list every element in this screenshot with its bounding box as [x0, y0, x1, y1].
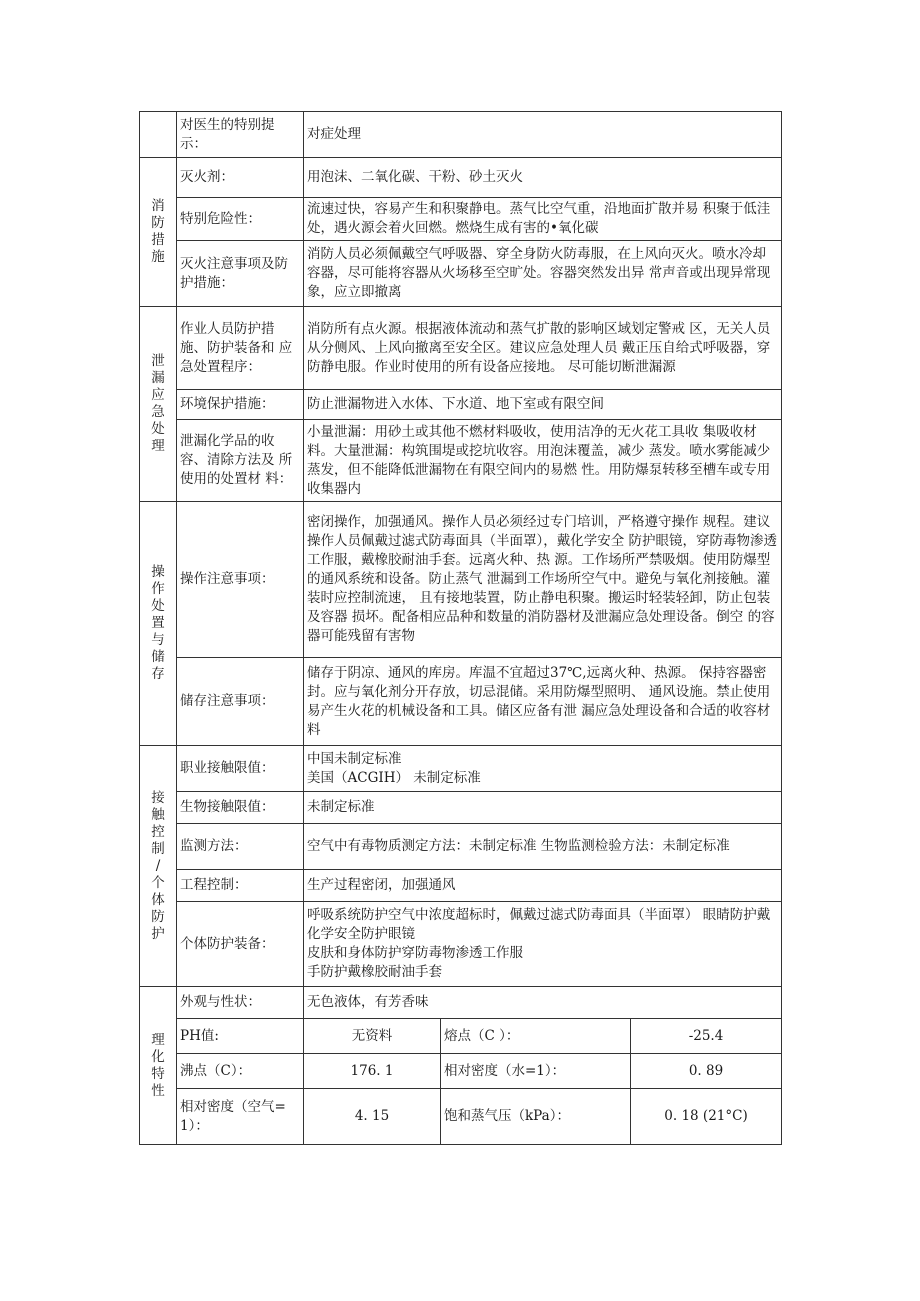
row-environment — [140, 390, 782, 420]
label-ppe: 个体防护装备： — [177, 902, 304, 987]
label-vapor-pressure: 饱和蒸气压（kPa）： — [441, 1089, 631, 1145]
section-physchem: 理化特性 — [140, 987, 177, 1145]
row-ppe — [140, 902, 782, 987]
row-boiling-density — [140, 1054, 782, 1089]
value-hazard: 流速过快，容易产生和积聚静电。蒸气比空气重，沿地面扩散并易 积聚于低洼处，遇火源会着火回燃。燃烧生成有害的•氧化碳 — [304, 198, 782, 241]
value-occupational — [304, 746, 782, 792]
value-storage: 储存于阴凉、通风的库房。库温不宜超过37℃,远离火种、热源。 保持容器密封。应与氧化剂分开存放，切忌混储。采用防爆型照明、 通风设施。禁止使用易产生火花的机械设备和工具。储区应备有泄 漏应急处理设备和合适的收容材料 — [304, 658, 782, 746]
row-cleanup — [140, 420, 782, 502]
row-occupational — [140, 746, 782, 792]
label-density-air: 相对密度（空气=1）： — [177, 1089, 304, 1145]
label-hazard: 特别危险性： — [177, 198, 304, 241]
row-doctor — [140, 112, 782, 158]
value-operation: 密闭操作，加强通风。操作人员必须经过专门培训，严格遵守操作 规程。建议操作人员佩戴过滤式防毒面具（半面罩），戴化学安全 防护眼镜，穿防毒物渗透工作服，戴橡胶耐油手套。远离火种、热 源。工作场所严禁吸烟。使用防爆型的通风系统和设备。防止蒸气 泄漏到工作场所空气中。避免与氧化剂接触。灌装时应控制流速， 且有接地装置，防止静电积聚。搬运时轻装轻卸，防止包装及容器 损坏。配备相应品种和数量的消防器材及泄漏应急处理设备。倒空 的容器可能残留有害物 — [304, 502, 782, 658]
value-monitoring: 空气中有毒物质测定方法：未制定标准 生物监测检验方法：未制定标准 — [304, 824, 782, 870]
section-leak: 泄漏应急处理 — [140, 307, 177, 502]
label-melting: 熔点（C ）： — [441, 1019, 631, 1054]
row-biological — [140, 792, 782, 824]
row-appearance — [140, 987, 782, 1019]
value-melting: -25.4 — [631, 1019, 782, 1054]
section-empty — [140, 112, 177, 158]
value-personnel: 消防所有点火源。根据液体流动和蒸气扩散的影响区域划定警戒 区，无关人员从分侧风、上风向撤离至安全区。建议应急处理人员 戴正压自给式呼吸器，穿防静电服。作业时使用的所有设备应接地。 尽可能切断泄漏源 — [304, 307, 782, 390]
occupational-line-china: 中国未制定标准 — [307, 750, 402, 767]
row-hazard — [140, 198, 782, 241]
label-personnel: 作业人员防护措施、防护装备和 应急处置程序： — [177, 307, 304, 390]
value-density-air: 4. 15 — [304, 1089, 441, 1145]
ppe-line-skin: 皮肤和身体防护穿防毒物渗透工作服 — [307, 945, 523, 961]
section-exposure: 接触控制/个体防护 — [140, 746, 177, 987]
value-ppe — [304, 902, 782, 987]
row-operation — [140, 502, 782, 658]
value-vapor-pressure: 0. 18 (21°C) — [631, 1089, 782, 1145]
row-air-density-vapor — [140, 1089, 782, 1145]
row-engineering — [140, 870, 782, 902]
label-biological: 生物接触限值： — [177, 792, 304, 824]
label-boiling: 沸点（C）： — [177, 1054, 304, 1089]
value-density-water: 0. 89 — [631, 1054, 782, 1089]
value-cleanup: 小量泄漏：用砂土或其他不燃材料吸收，使用洁净的无火花工具收 集吸收材料。大量泄漏：构筑围堤或挖坑收容。用泡沫覆盖，减少 蒸发。喷水雾能减少蒸发，但不能降低泄漏物在有限空间内的易燃 性。用防爆泵转移至槽车或专用收集器内 — [304, 420, 782, 502]
ppe-line-respiratory: 呼吸系统防护空气中浓度超标时，佩戴过滤式防毒面具（半面罩） 眼睛防护戴化学安全防护眼镜 — [307, 907, 771, 942]
label-doctor: 对医生的特别提示： — [177, 112, 304, 158]
row-ph-melting — [140, 1019, 782, 1054]
row-personnel — [140, 307, 782, 390]
label-density-water: 相对密度（水=1）： — [441, 1054, 631, 1089]
msds-table — [139, 111, 782, 1145]
label-environment: 环境保护措施： — [177, 390, 304, 420]
value-appearance: 无色液体，有芳香味 — [304, 987, 782, 1019]
value-extinguisher: 用泡沫、二氧化碳、干粉、砂土灭火 — [304, 158, 782, 198]
label-operation: 操作注意事项： — [177, 502, 304, 658]
row-precautions — [140, 241, 782, 307]
label-ph: PH值: — [177, 1019, 304, 1054]
row-storage — [140, 658, 782, 746]
section-fire: 消防措施 — [140, 158, 177, 307]
value-doctor: 对症处理 — [304, 112, 782, 158]
label-monitoring: 监测方法： — [177, 824, 304, 870]
label-fire-precautions: 灭火注意事项及防护措施： — [177, 241, 304, 307]
ppe-line-hands: 手防护戴橡胶耐油手套 — [307, 964, 442, 980]
section-handling: 操作处置与储存 — [140, 502, 177, 746]
value-fire-precautions: 消防人员必须佩戴空气呼吸器、穿全身防火防毒服，在上风向灭火。喷水冷却容器，尽可能将容器从火场移至空旷处。容器突然发出异 常声音或出现异常现象，应立即撤离 — [304, 241, 782, 307]
value-boiling: 176. 1 — [304, 1054, 441, 1089]
value-biological: 未制定标准 — [304, 792, 782, 824]
row-extinguisher — [140, 158, 782, 198]
label-cleanup: 泄漏化学品的收容、清除方法及 所使用的处置材 料： — [177, 420, 304, 502]
label-engineering: 工程控制： — [177, 870, 304, 902]
row-monitoring — [140, 824, 782, 870]
value-ph: 无资料 — [304, 1019, 441, 1054]
label-occupational: 职业接触限值： — [177, 746, 304, 792]
label-appearance: 外观与性状： — [177, 987, 304, 1019]
label-extinguisher: 灭火剂： — [177, 158, 304, 198]
occupational-line-usa: 美国（ACGIH） 未制定标准 — [307, 769, 481, 786]
value-environment: 防止泄漏物进入水体、下水道、地下室或有限空间 — [304, 390, 782, 420]
label-storage: 储存注意事项： — [177, 658, 304, 746]
value-engineering: 生产过程密闭，加强通风 — [304, 870, 782, 902]
